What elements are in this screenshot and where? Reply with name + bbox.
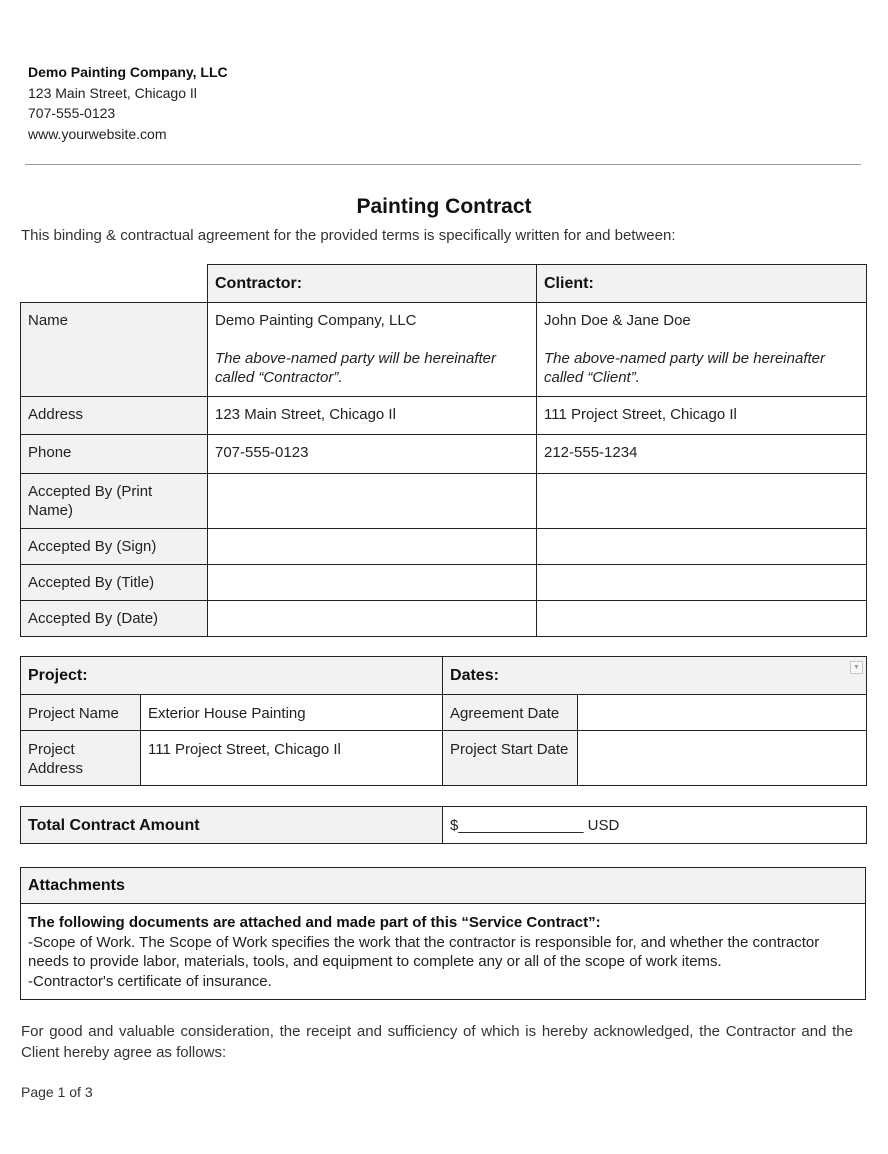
attachment-item-insurance: -Contractor's certificate of insurance. <box>28 972 272 990</box>
contractor-title-field[interactable] <box>208 565 537 601</box>
project-header: Project: <box>21 657 443 695</box>
table-row <box>21 303 867 397</box>
contractor-note: The above-named party will be hereinafter called “Contractor”. <box>215 350 496 386</box>
project-address-label: Project Address <box>21 731 141 786</box>
start-date-field[interactable] <box>578 731 867 786</box>
total-label: Total Contract Amount <box>21 807 443 844</box>
print-name-label: Accepted By (Print Name) <box>21 474 208 529</box>
company-name: Demo Painting Company, LLC <box>28 64 228 80</box>
client-sign-field[interactable] <box>537 529 867 565</box>
header-divider <box>25 164 861 165</box>
company-address: 123 Main Street, Chicago Il <box>28 84 197 101</box>
chevron-down-icon[interactable]: ▼ <box>850 661 863 674</box>
project-table <box>20 656 867 786</box>
total-amount-field[interactable]: $_______________ USD <box>443 807 867 844</box>
table-row <box>21 474 867 529</box>
project-name-value[interactable]: Exterior House Painting <box>141 695 443 731</box>
client-print-name-field[interactable] <box>537 474 867 529</box>
accept-date-label: Accepted By (Date) <box>21 601 208 637</box>
company-phone: 707-555-0123 <box>28 105 116 121</box>
table-row <box>21 397 867 435</box>
attachments-body <box>21 904 866 1000</box>
address-label: Address <box>21 397 208 435</box>
consideration-text: For good and valuable consideration, the receipt and sufficiency of which is hereby acknowledged, the Contractor and the Client hereby agree as follows: <box>21 1023 853 1061</box>
contractor-phone[interactable]: 707-555-0123 <box>208 435 537 474</box>
attachments-header: Attachments <box>21 868 866 904</box>
contractor-name-cell[interactable] <box>208 303 537 397</box>
client-date-field[interactable] <box>537 601 867 637</box>
table-row <box>21 601 867 637</box>
page-number: Page 1 of 3 <box>21 1084 93 1100</box>
contractor-sign-field[interactable] <box>208 529 537 565</box>
client-title-field[interactable] <box>537 565 867 601</box>
name-label: Name <box>21 303 208 397</box>
project-address-value[interactable]: 111 Project Street, Chicago Il <box>141 731 443 786</box>
table-row <box>21 529 867 565</box>
client-header: Client: <box>537 265 867 303</box>
contractor-print-name-field[interactable] <box>208 474 537 529</box>
client-phone[interactable]: 212-555-1234 <box>537 435 867 474</box>
parties-corner-cell <box>21 265 208 303</box>
page-title: Painting Contract <box>356 195 532 218</box>
sign-label: Accepted By (Sign) <box>21 529 208 565</box>
start-date-label: Project Start Date <box>443 731 578 786</box>
dates-header-cell <box>443 657 867 695</box>
dates-header: Dates: <box>450 667 499 684</box>
contractor-address[interactable]: 123 Main Street, Chicago Il <box>208 397 537 435</box>
attachments-lead: The following documents are attached and made part of this “Service Contract”: <box>28 914 601 931</box>
accept-title-label: Accepted By (Title) <box>21 565 208 601</box>
agreement-date-label: Agreement Date <box>443 695 578 731</box>
table-row <box>21 435 867 474</box>
phone-label: Phone <box>21 435 208 474</box>
client-note: The above-named party will be hereinafter called “Client”. <box>544 350 825 386</box>
client-address[interactable]: 111 Project Street, Chicago Il <box>537 397 867 435</box>
parties-table <box>20 264 867 637</box>
project-name-label: Project Name <box>21 695 141 731</box>
company-website: www.yourwebsite.com <box>28 125 167 142</box>
contractor-header: Contractor: <box>208 265 537 303</box>
total-table <box>20 806 867 844</box>
table-row <box>21 695 867 731</box>
agreement-date-field[interactable] <box>578 695 867 731</box>
intro-text: This binding & contractual agreement for the provided terms is specifically written for and between: <box>21 227 676 244</box>
attachment-item-scope: -Scope of Work. The Scope of Work specifies the work that the contractor is responsible for, and whether the contractor needs to provide labor, materials, tools, and equipment to complete any or all of the scope of work items. <box>28 933 820 970</box>
contractor-name: Demo Painting Company, LLC <box>215 312 417 329</box>
company-block <box>28 62 228 144</box>
table-row <box>21 565 867 601</box>
attachments-table <box>20 867 866 1000</box>
contractor-date-field[interactable] <box>208 601 537 637</box>
client-name: John Doe & Jane Doe <box>544 312 691 329</box>
table-row <box>21 731 867 786</box>
client-name-cell[interactable] <box>537 303 867 397</box>
